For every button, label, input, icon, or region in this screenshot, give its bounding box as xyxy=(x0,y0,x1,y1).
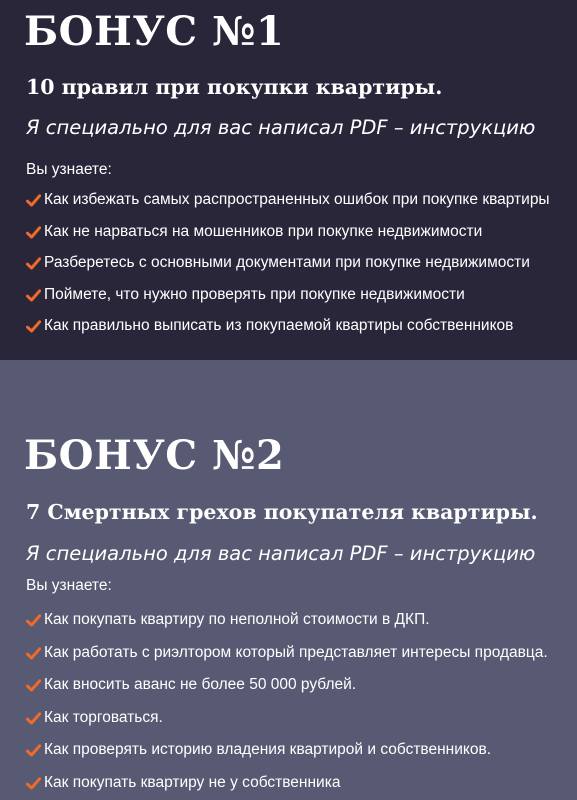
check-icon xyxy=(26,679,41,692)
bonus-2-benefit-list xyxy=(26,609,548,800)
benefit-item xyxy=(26,739,548,761)
benefit-item-text: Как работать с риэлтором который представляет интересы продавца. xyxy=(44,643,548,661)
check-icon xyxy=(26,320,41,333)
bonus-1-intro: Вы узнаете: xyxy=(26,161,112,178)
bonus-2-heading: БОНУС №2 xyxy=(24,432,285,479)
benefit-item xyxy=(26,642,548,664)
benefit-item-text: Как не нарваться на мошенников при покупке недвижимости xyxy=(44,222,483,240)
benefit-item-text: Как вносить аванс не более 50 000 рублей. xyxy=(44,676,357,693)
check-icon xyxy=(26,647,41,660)
check-icon xyxy=(26,257,41,270)
benefit-item-text: Как покупать квартиру не у собственника xyxy=(44,773,341,791)
bonus-2-tagline: Я специально для вас написал PDF – инструкцию xyxy=(26,542,536,565)
check-icon xyxy=(26,712,41,725)
bonus-2-subtitle: 7 Смертных грехов покупателя квартиры. xyxy=(26,500,538,524)
benefit-item xyxy=(26,315,550,337)
bonus-1-subtitle: 10 правил при покупки квартиры. xyxy=(26,75,443,99)
check-icon xyxy=(26,289,41,302)
bonus-2-intro: Вы узнаете: xyxy=(26,577,112,594)
benefit-item xyxy=(26,609,548,631)
check-icon xyxy=(26,744,41,757)
benefit-item xyxy=(26,674,548,696)
benefit-item-text: Как проверять историю владения квартирой и собственников. xyxy=(44,741,492,758)
bonus-2-section xyxy=(0,360,577,800)
benefit-item xyxy=(26,772,548,794)
check-icon xyxy=(26,777,41,790)
benefit-item-text: Разберетесь с основными документами при покупке недвижимости xyxy=(44,254,530,271)
benefit-item xyxy=(26,252,550,274)
bonus-1-section xyxy=(0,0,577,360)
bonus-1-benefit-list xyxy=(26,189,550,347)
check-icon xyxy=(26,614,41,627)
benefit-item-text: Как покупать квартиру по неполной стоимости в ДКП. xyxy=(44,611,430,628)
benefit-item xyxy=(26,284,550,306)
benefit-item-text: Как торговаться. xyxy=(44,708,163,726)
check-icon xyxy=(26,194,41,207)
bonus-1-heading: БОНУС №1 xyxy=(24,8,285,55)
benefit-item xyxy=(26,189,550,211)
check-icon xyxy=(26,226,41,239)
benefit-item xyxy=(26,221,550,243)
benefit-item-text: Как избежать самых распространенных ошибок при покупке квартиры xyxy=(44,191,550,208)
bonus-1-tagline: Я специально для вас написал PDF – инструкцию xyxy=(26,116,536,139)
benefit-item-text: Поймете, что нужно проверять при покупке недвижимости xyxy=(44,285,465,303)
benefit-item-text: Как правильно выписать из покупаемой квартиры собственников xyxy=(44,317,514,334)
benefit-item xyxy=(26,707,548,729)
